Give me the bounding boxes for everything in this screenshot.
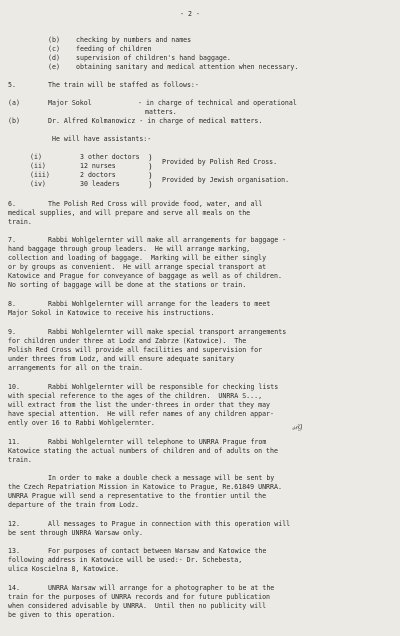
list-item-c-marker: (c) [48, 45, 60, 53]
section-7-line1: Rabbi Wohlgelernter will make all arrangements for baggage - [48, 236, 287, 244]
section-9-line5: arrangements for all on the train. [8, 364, 143, 372]
section-8-line2: Major Sokol in Katowice to receive his instructions. [8, 309, 215, 317]
assistant-iv-text: 30 leaders [80, 180, 120, 188]
brace-bottom: ) ) [148, 171, 153, 189]
staff-a-role-line2: matters. [145, 108, 177, 116]
section-10-line3: will extract from the list the under-threes in order that they may [8, 401, 271, 409]
section-7-line3: collection and loading of baggage. Marking will be either singly [8, 254, 267, 262]
section-5-number: 5. [8, 81, 16, 89]
list-item-d-text: supervision of children's hand baggage. [76, 54, 231, 62]
section-6-line2: medical supplies, and will prepare and serve all meals on the [8, 209, 251, 217]
section-12-line2: be sent through UNRRA Warsaw only. [8, 529, 143, 537]
section-11-line1: Rabbi Wohlgelernter will telephone to UNRRA Prague from [48, 438, 267, 446]
section-13-line2: following address in Katowice will be used:- Dr. Schebesta, [8, 556, 243, 564]
section-14-line3: when considered advisable by UNRRA. Until then no publicity will [8, 602, 267, 610]
section-6-number: 6. [8, 200, 16, 208]
list-item-b-marker: (b) [48, 36, 60, 44]
section-9-line3: Polish Red Cross will provide all facilities and supervision for [8, 346, 263, 354]
assistant-i-text: 3 other doctors [80, 153, 140, 161]
section-11-para2-line3: UNRRA Prague will send a representative to the frontier until the [8, 492, 267, 500]
assistant-ii-marker: (ii) [30, 162, 46, 170]
section-10-number: 10. [8, 383, 20, 391]
section-14-line4: be given to this operation. [8, 611, 116, 619]
section-14-line1: UNRRA Warsaw will arrange for a photographer to be at the [48, 584, 275, 592]
assistant-i-marker: (i) [30, 153, 42, 161]
section-11-line2: Katowice stating the actual numbers of children and of adults on the [8, 447, 278, 455]
list-item-e-text: obtaining sanitary and medical attention when necessary. [76, 63, 299, 71]
section-10-line5: ently over 16 to Rabbi Wohlgelernter. [8, 419, 155, 427]
section-11-number: 11. [8, 438, 20, 446]
section-9-line4: under threes from Lodz, and will ensure adequate sanitary [8, 355, 235, 363]
assistant-iii-text: 2 doctors [80, 171, 116, 179]
staff-a-role-line1: - in charge of technical and operational [138, 99, 297, 107]
section-13-line3: ulica Koscielna 8, Katowice. [8, 565, 120, 573]
page-number: - 2 - [180, 10, 200, 18]
section-11-para2-line2: the Czech Repatriation Mission in Katowice to Prague, Re.61849 UNRRA. [8, 483, 282, 491]
list-item-d-marker: (d) [48, 54, 60, 62]
list-item-b-text: checking by numbers and names [76, 36, 192, 44]
assistants-intro: He will have assistants:- [52, 135, 152, 143]
brace-top: ) ) [148, 153, 153, 171]
assistant-iii-marker: (iii) [30, 171, 50, 179]
staff-a-name: Major Sokol [48, 99, 92, 107]
assistant-ii-text: 12 nurses [80, 162, 116, 170]
section-9-line2: for children under three at Lodz and Zabrze (Katowice). The [8, 337, 247, 345]
staff-b-text: Dr. Alfred Kolmanowicz - in charge of medical matters. [48, 117, 263, 125]
section-7-line2: hand baggage through group leaders. He will arrange marking, [8, 245, 251, 253]
section-11-line3: train. [8, 456, 32, 464]
section-7-line4: or by groups as convenient. He will arrange special transport at [8, 263, 267, 271]
section-14-line2: train for the purposes of UNRRA records and for future publication [8, 593, 271, 601]
section-11-para2-line4: departure of the train from Lodz. [8, 501, 140, 509]
list-item-c-text: feeding of children [76, 45, 152, 53]
section-6-line1: The Polish Red Cross will provide food, water, and all [48, 200, 263, 208]
provided-by-jewish-org: Provided by Jewish organisation. [162, 176, 290, 184]
section-9-number: 9. [8, 328, 16, 336]
section-7-number: 7. [8, 236, 16, 244]
section-13-number: 13. [8, 547, 20, 555]
provided-by-red-cross: Provided by Polish Red Cross. [162, 158, 278, 166]
section-7-line6: No sorting of baggage will be done at the stations or train. [8, 281, 247, 289]
section-10-line4: have special attention. He will refer names of any children appar- [8, 410, 274, 418]
section-5-text: The train will be staffed as follows:- [48, 81, 199, 89]
section-14-number: 14. [8, 584, 20, 592]
section-12-line1: All messages to Prague in connection with this operation will [48, 520, 291, 528]
assistant-iv-marker: (iv) [30, 180, 46, 188]
section-10-line2: with special reference to the ages of the children. UNRRA S..., [8, 392, 263, 400]
staff-b-marker: (b) [8, 117, 20, 125]
section-9-line1: Rabbi Wohlgelernter will make special transport arrangements [48, 328, 287, 336]
section-7-line5: Katowice and Prague for conveyance of baggage as well as of children. [8, 272, 282, 280]
section-10-line1: Rabbi Wohlgelernter will be responsible for checking lists [48, 383, 279, 391]
section-8-line1: Rabbi Wohlgelernter will arrange for the leaders to meet [48, 300, 271, 308]
section-8-number: 8. [8, 300, 16, 308]
handwritten-initials: 𝓈𝒾𝑔 [291, 421, 304, 432]
section-13-line1: For purposes of contact between Warsaw and Katowice the [48, 547, 267, 555]
section-6-line3: train. [8, 218, 32, 226]
staff-a-marker: (a) [8, 99, 20, 107]
section-12-number: 12. [8, 520, 20, 528]
list-item-e-marker: (e) [48, 63, 60, 71]
section-11-para2-line1: In order to make a double check a message will be sent by [48, 474, 275, 482]
